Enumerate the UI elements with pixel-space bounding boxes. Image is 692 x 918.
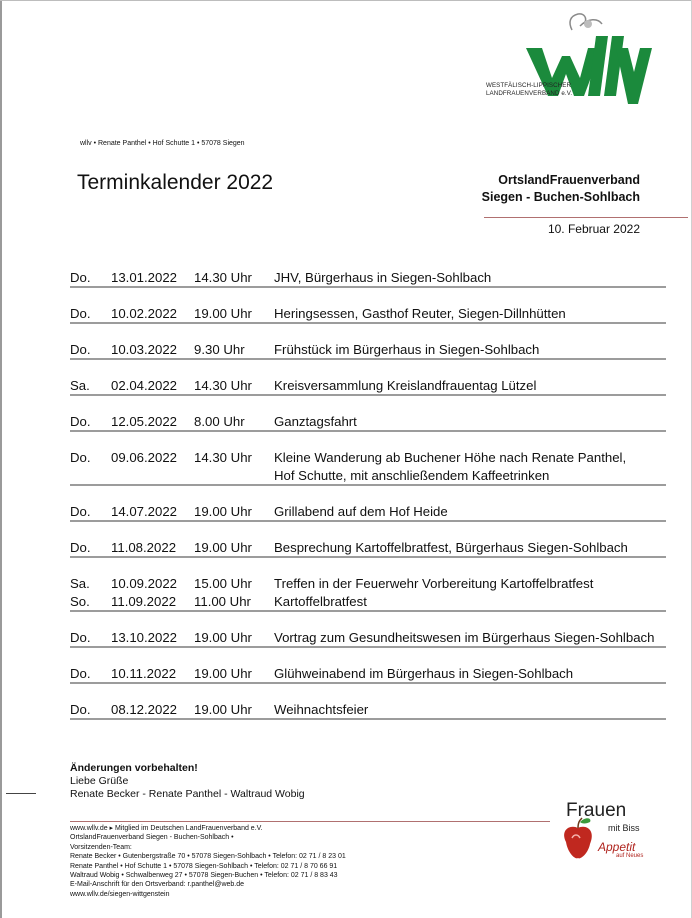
event-description: Treffen in der Feuerwehr Vorbereitung Kartoffelbratfest (274, 576, 594, 591)
event-date: 10.02.2022 (111, 306, 178, 321)
event-description: Frühstück im Bürgerhaus in Siegen-Sohlbach (274, 342, 540, 357)
wllv-logo-subtitle (486, 82, 572, 98)
contact-line-8: www.wllv.de/siegen-wittgenstein (70, 890, 170, 898)
wllv-logo-subtitle-line2: LANDFRAUENVERBAND e.V. (486, 90, 573, 97)
event-line (70, 464, 666, 482)
event-time: 19.00 Uhr (194, 702, 252, 717)
event-day: Do. (70, 450, 91, 465)
event-row (70, 396, 666, 432)
event-day: Do. (70, 306, 91, 321)
event-description: Weihnachtsfeier (274, 702, 369, 717)
event-description: Heringsessen, Gasthof Reuter, Siegen-Dillnhütten (274, 306, 566, 321)
apple-icon (564, 818, 592, 858)
event-time: 19.00 Uhr (194, 666, 252, 681)
event-row (70, 612, 666, 648)
event-line (70, 626, 666, 644)
event-date: 11.08.2022 (111, 540, 177, 555)
event-line (70, 572, 666, 590)
contact-line-1: www.wllv.de ▸ Mitglied im Deutschen LandFrauenverband e.V. (70, 825, 263, 832)
event-line (70, 374, 666, 392)
event-time: 9.30 Uhr (194, 342, 245, 357)
frauen-logo-auf-neues: auf Neues (616, 853, 644, 859)
event-day: Do. (70, 630, 91, 645)
event-time: 8.00 Uhr (194, 414, 245, 429)
changes-notice: Änderungen vorbehalten! (70, 762, 198, 774)
wllv-letter-v (616, 48, 652, 104)
fold-mark (6, 793, 36, 794)
event-row (70, 324, 666, 360)
event-time: 14.30 Uhr (194, 378, 252, 393)
event-time: 11.00 Uhr (194, 594, 251, 609)
contact-line-3: Vorsitzenden-Team: (70, 843, 132, 851)
contact-block (70, 824, 346, 899)
event-day: Do. (70, 702, 91, 717)
signatures: Renate Becker - Renate Panthel - Waltraud Wobig (70, 788, 305, 800)
event-description: Hof Schutte, mit anschließendem Kaffeetrinken (274, 468, 550, 483)
event-description: Ganztagsfahrt (274, 414, 357, 429)
event-time: 19.00 Uhr (194, 540, 252, 555)
event-date: 10.11.2022 (111, 666, 177, 681)
event-description: Glühweinabend im Bürgerhaus in Siegen-Sohlbach (274, 666, 574, 681)
organization-divider (484, 217, 688, 218)
event-day: Do. (70, 342, 91, 357)
event-line (70, 410, 666, 428)
event-date: 09.06.2022 (111, 450, 178, 465)
page-edge-top (0, 0, 692, 1)
event-row (70, 684, 666, 720)
event-row (70, 558, 666, 612)
event-line (70, 500, 666, 518)
contact-line-6: Waltraud Wobig • Schwalbenweg 27 • 57078 Siegen-Buchen • Telefon: 02 71 / 8 83 43 (70, 872, 338, 880)
event-line (70, 536, 666, 554)
event-day: Do. (70, 540, 91, 555)
contact-line-7: E-Mail-Anschrift für den Ortsverband: r.panthel@web.de (70, 881, 245, 889)
contact-line-4: Renate Becker • Gutenbergstraße 70 • 57078 Siegen-Sohlbach • Telefon: 02 71 / 8 23 01 (70, 853, 346, 861)
event-row (70, 266, 666, 288)
event-row (70, 432, 666, 486)
event-row (70, 288, 666, 324)
event-line (70, 338, 666, 356)
event-line (70, 662, 666, 680)
event-date: 13.10.2022 (111, 630, 178, 645)
event-line (70, 266, 666, 284)
event-time: 14.30 Uhr (194, 450, 252, 465)
frauen-logo-title: Frauen (566, 800, 627, 821)
wllv-logo-subtitle-line1: WESTFÄLISCH-LIPPISCHER (486, 82, 572, 89)
event-time: 15.00 Uhr (194, 576, 252, 591)
document-title: Terminkalender 2022 (77, 171, 274, 194)
event-time: 19.00 Uhr (194, 306, 252, 321)
event-date: 14.07.2022 (111, 504, 178, 519)
event-description: Vortrag zum Gesundheitswesen im Bürgerhaus Siegen-Sohlbach (274, 630, 655, 645)
event-row (70, 522, 666, 558)
greeting: Liebe Grüße (70, 775, 129, 787)
event-date: 08.12.2022 (111, 702, 178, 717)
event-day: Do. (70, 666, 91, 681)
event-row (70, 648, 666, 684)
event-day: Do. (70, 414, 91, 429)
event-day: Do. (70, 504, 91, 519)
event-date: 10.03.2022 (111, 342, 178, 357)
event-list (70, 266, 666, 720)
event-row (70, 360, 666, 396)
wllv-figure-icon (570, 14, 602, 30)
event-date: 02.04.2022 (111, 378, 178, 393)
organization-line2: Siegen - Buchen-Sohlbach (481, 190, 640, 204)
page-edge-left (0, 0, 2, 918)
event-line (70, 446, 666, 464)
event-time: 14.30 Uhr (194, 270, 252, 285)
sender-address-line: wllv • Renate Panthel • Hof Schutte 1 • 57078 Siegen (80, 140, 245, 147)
footer-note (70, 762, 305, 801)
event-line (70, 302, 666, 320)
event-description: Kreisversammlung Kreislandfrauentag Lützel (274, 378, 537, 393)
event-day: Sa. (70, 576, 90, 591)
document-date: 10. Februar 2022 (547, 222, 640, 236)
event-time: 19.00 Uhr (194, 504, 252, 519)
event-date: 13.01.2022 (111, 270, 178, 285)
event-date: 11.09.2022 (111, 594, 177, 609)
event-day: So. (70, 594, 90, 609)
organization-name (482, 172, 640, 206)
frauen-logo-appetit: Appetit (598, 840, 636, 854)
event-description: Grillabend auf dem Hof Heide (274, 504, 448, 519)
event-description: Kleine Wanderung ab Buchener Höhe nach Renate Panthel, (274, 450, 627, 465)
event-date: 10.09.2022 (111, 576, 178, 591)
event-date: 12.05.2022 (111, 414, 178, 429)
event-description: Kartoffelbratfest (274, 594, 367, 609)
event-description: JHV, Bürgerhaus in Siegen-Sohlbach (274, 270, 492, 285)
event-row (70, 486, 666, 522)
contact-line-5: Renate Panthel • Hof Schutte 1 • 57078 Siegen-Sohlbach • Telefon: 02 71 / 8 70 66 91 (70, 862, 338, 870)
event-day: Do. (70, 270, 91, 285)
event-line (70, 590, 666, 608)
event-day: Sa. (70, 378, 90, 393)
event-description: Besprechung Kartoffelbratfest, Bürgerhaus Siegen-Sohlbach (274, 540, 628, 555)
organization-line1: OrtslandFrauenverband (498, 173, 640, 187)
event-line (70, 698, 666, 716)
event-time: 19.00 Uhr (194, 630, 252, 645)
contact-line-2: OrtslandFrauenverband Siegen - Buchen-Sohlbach • (70, 834, 234, 842)
contact-divider (70, 821, 550, 822)
frauen-logo-subtitle: mit Biss (608, 823, 640, 833)
